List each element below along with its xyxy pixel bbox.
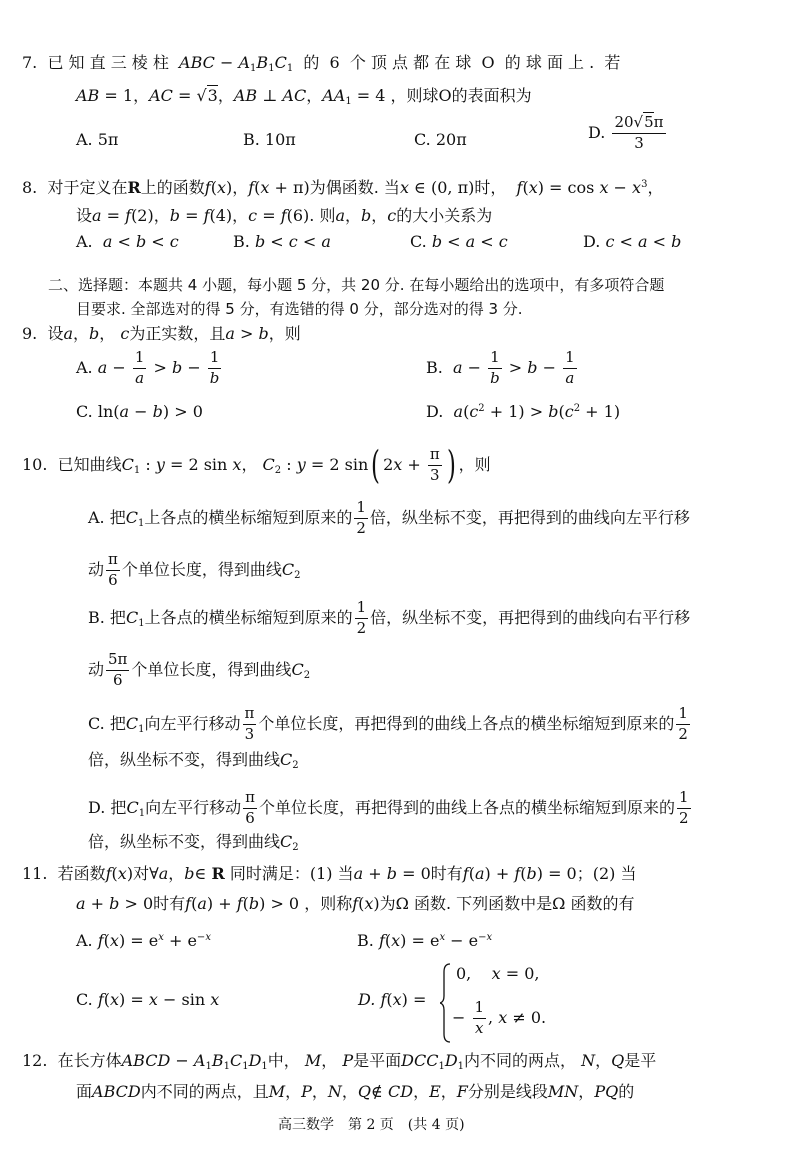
section2-line2: 目要求. 全部选对的得 5 分，有选错的得 0 分，部分选对的得 3 分. [76, 300, 523, 318]
q11-option-d-case2: − $\frac{1}{x}$ , x ≠ 0. [452, 998, 547, 1037]
q12-line1: 12. 在长方体ABCD − $A_1B_1C_1D_1$中， M， P是平面$DCC_1D_1$内不同的两点， N，Q是平 [22, 1051, 657, 1072]
q10-option-d-line1: D. 把$C_1$向左平行移动 $\frac{\pi}{6}$ 个单位长度，再把得到的曲线上各点的横坐标缩短到原来的 $\frac{1}{2}$ [88, 788, 689, 827]
q7-line1: 7. 已 知 直 三 棱 柱 ABC − $A_1B_1C_1$ 的 6 个 顶 点 都 在 球 O 的 球 面 上 . 若 [22, 53, 621, 74]
q9-option-a: A. a − $\frac{1}{a}$ > b − $\frac{1}{b}$ [76, 348, 220, 387]
q10-option-a-line2: 动 $\frac{\pi}{6}$ 个单位长度，得到曲线$C_2$ [88, 550, 301, 589]
q7-option-d: D. $\frac{20√5\pi}{3}$ [588, 113, 664, 152]
q11-line1: 11. 若函数f(x)对∀a，b∈ R 同时满足：(1) 当a + b = 0时有f(a) + f(b) = 0；(2) 当 [22, 864, 637, 883]
q9-stem: 9. 设a，b， c为正实数，且a > b，则 [22, 324, 301, 343]
q8-line2: 设a = f(2)，b = f(4)，c = f(6). 则a，b，c的大小关系为 [76, 206, 493, 225]
section2-line1: 二、选择题：本题共 4 小题，每小题 5 分，共 20 分. 在每小题给出的选项中，有多项符合题 [48, 276, 665, 294]
q10-stem: 10. 已知曲线$C_1$ : y = 2 sin x， $C_2$ : y = 2 sin( 2x + $\frac{\pi}{3}$ ) ，则 [22, 443, 491, 487]
q10-option-b-line2: 动 $\frac{5\pi}{6}$ 个单位长度，得到曲线$C_2$ [88, 650, 311, 689]
q9-option-b: B. a − $\frac{1}{b}$ > b − $\frac{1}{a}$ [426, 348, 575, 387]
q8-line1: 8. 对于定义在R上的函数f(x)，f(x + π)为偶函数. 当x ∈ (0, π)时， $f(x) = \cos x - x^3$， [22, 178, 664, 197]
q12-line2: 面ABCD内不同的两点，且M，P，N，Q∉ CD，E，F分别是线段MN，PQ的 [76, 1082, 635, 1101]
q11-option-a: A. $f(x) = e^x + e^{-x}$ [76, 931, 211, 950]
q8-option-c: C. b < a < c [410, 232, 508, 251]
q11-option-d-label: D. f(x) = [358, 990, 427, 1009]
q7-option-a: A. 5π [76, 130, 119, 149]
q10-option-c-line2: 倍，纵坐标不变，得到曲线$C_2$ [88, 750, 299, 771]
q10-option-c-line1: C. 把$C_1$向左平行移动 $\frac{\pi}{3}$ 个单位长度，再把得到的曲线上各点的横坐标缩短到原来的 $\frac{1}{2}$ [88, 704, 688, 743]
q10-option-a-line1: A. 把$C_1$上各点的横坐标缩短到原来的 $\frac{1}{2}$ 倍，纵坐标不变，再把得到的曲线向左平行移 [88, 498, 690, 537]
q8-option-a: A. a < b < c [76, 232, 179, 251]
q11-line2: a + b > 0时有f(a) + f(b) > 0 ，则称f(x)为Ω 函数. 下列函数中是Ω 函数的有 [76, 894, 635, 913]
q10-option-d-line2: 倍，纵坐标不变，得到曲线$C_2$ [88, 832, 299, 853]
q10-option-b-line1: B. 把$C_1$上各点的横坐标缩短到原来的 $\frac{1}{2}$ 倍，纵坐标不变，再把得到的曲线向右平行移 [88, 598, 691, 637]
q8-option-b: B. b < c < a [233, 232, 331, 251]
q8-option-d: D. c < a < b [583, 232, 682, 251]
q9-option-d: D. $a(c^2 + 1) > b(c^2 + 1)$ [426, 402, 621, 421]
q11-option-b: B. $f(x) = e^x - e^{-x}$ [357, 931, 493, 950]
q11-option-d-case1: 0, x = 0, [456, 964, 540, 983]
page-footer: 高三数学 第 2 页 (共 4 页) [278, 1117, 465, 1133]
q11-option-c: C. f(x) = x − sin x [76, 990, 220, 1009]
q9-option-c: C. ln(a − b) > 0 [76, 402, 203, 421]
q11-option-d-brace [440, 962, 450, 1044]
q7-option-b: B. 10π [243, 130, 296, 149]
q7-line2: AB = 1，AC = √3，AB ⊥ AC，$AA_1 = 4$ ，则球O的表面积为 [76, 86, 532, 107]
brace-icon [440, 962, 452, 1044]
q7-option-c: C. 20π [414, 130, 467, 149]
q7-stem [22, 55, 620, 74]
